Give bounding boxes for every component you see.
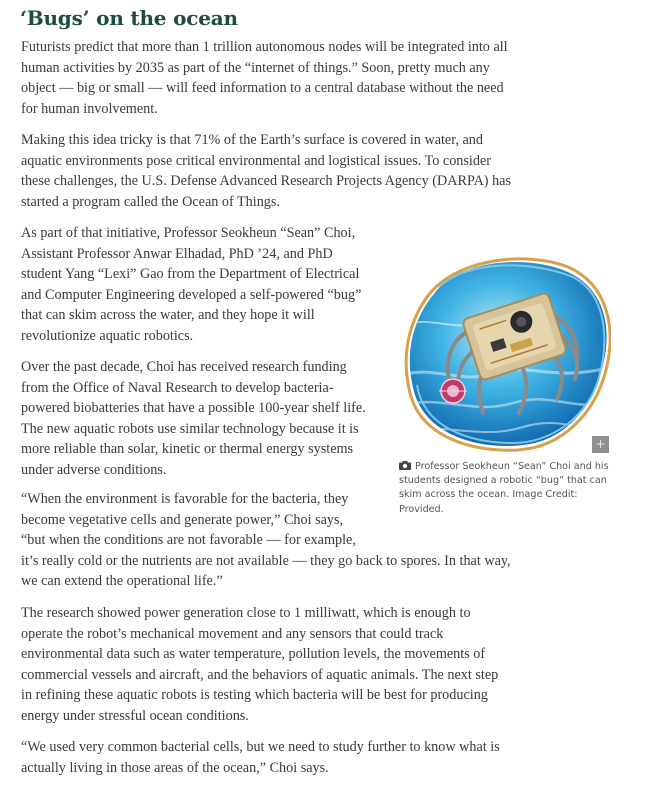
figure — [393, 255, 611, 525]
paragraph-text: “When the environment is favorable for the bacteria, they become vegetative cells and generate power,” Choi says, “but when the conditions are not favorable — for example, it’s really cold or the nutrients are not available — they go back to spores. In that way, we can extend the operational life.” — [21, 491, 511, 590]
figure-caption — [399, 460, 609, 517]
expand-image-button[interactable]: + — [592, 436, 609, 453]
caption-text: Professor Seokheun “Sean” Choi and his students designed a robotic “bug” that can skim across the ocean. Image Credit: Provided. — [399, 461, 609, 515]
section-title: ‘Bugs’ on the ocean — [20, 6, 238, 30]
camera-icon — [399, 461, 411, 470]
paragraph: As part of that initiative, Professor Seokheun “Sean” Choi, Assistant Professor Anwar Elhadad, PhD ’24, and PhD student Yang “Lexi” Gao from the Department of Electrical and Computer Engineering developed a self-powered “bug” that can skim across the water, and they hope it will revolutionize aquatic robotics. — [21, 225, 362, 344]
paragraph: The research showed power generation close to 1 milliwatt, which is enough to operate the robot’s mechanical movement and any sensors that could track environmental data such as water temperature, pollution levels, the movements of commercial vessels and aircraft, and the behaviors of aquatic animals. The next step in refining these aquatic robots is testing which bacteria will be best for producing energy under stressful ocean conditions. — [21, 605, 499, 724]
paragraph: “We used very common bacterial cells, but we need to study further to know what is actually living in those areas of the ocean,” Choi says. — [21, 739, 500, 776]
robot-bug-illustration[interactable] — [403, 255, 611, 455]
paragraph: Making this idea tricky is that 71% of the Earth’s surface is covered in water, and aquatic environments pose critical environmental and logistical issues. To consider these challenges, the U.S. Defense Advanced Research Projects Agency (DARPA) has started a program called the Ocean of Things. — [21, 132, 511, 210]
paragraph: Over the past decade, Choi has received research funding from the Office of Naval Research to develop bacteria-powered biobatteries that have a possible 100-year shelf life. The new aquatic robots use similar technology because it is more reliable than solar, kinetic or thermal energy systems under adverse conditions. — [21, 359, 366, 478]
paragraph: Futurists predict that more than 1 trillion autonomous nodes will be integrated into all human activities by 2035 as part of the “internet of things.” Soon, pretty much any object — big or small — will feed information to a central database without the need for human involvement. — [21, 39, 508, 117]
